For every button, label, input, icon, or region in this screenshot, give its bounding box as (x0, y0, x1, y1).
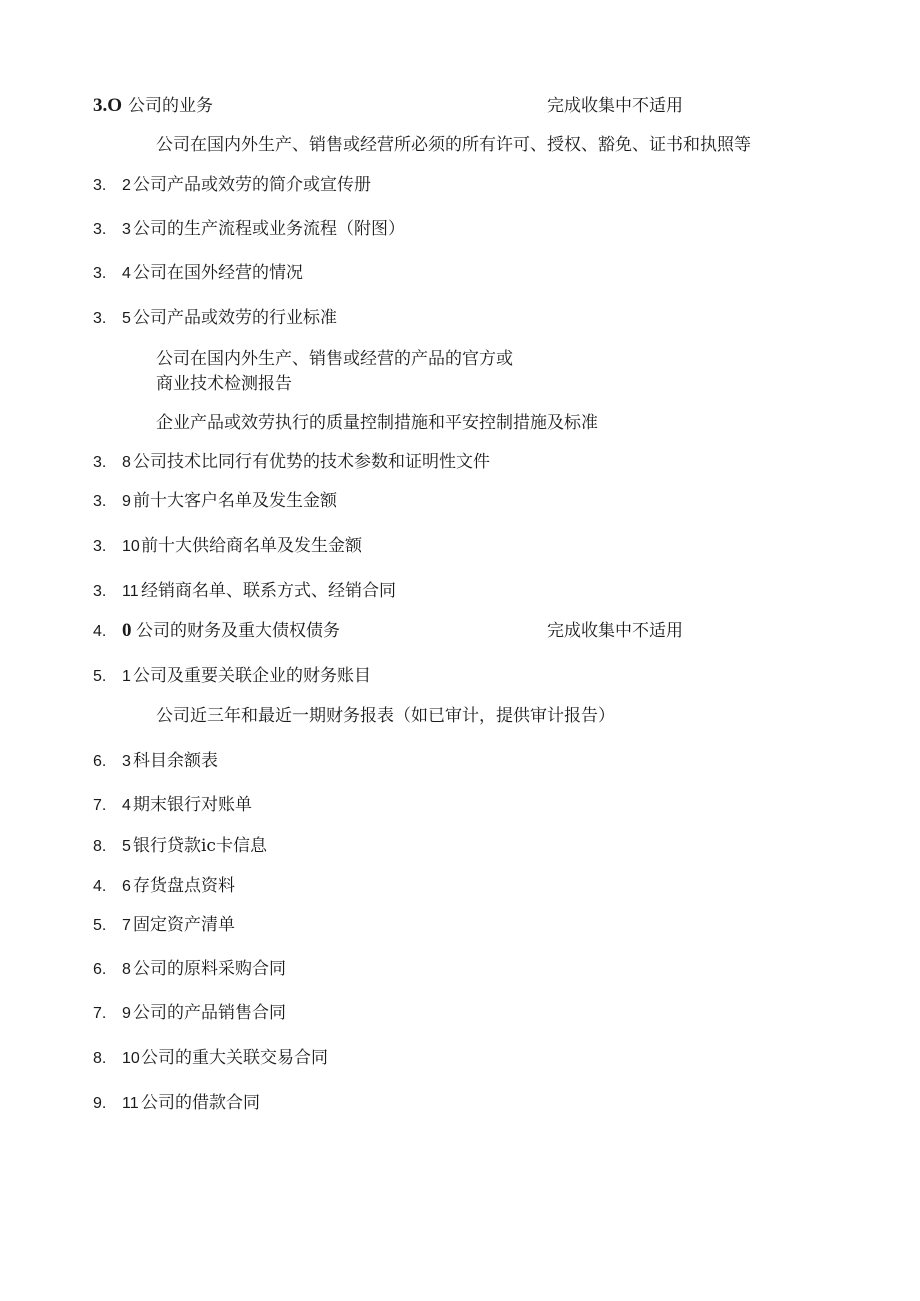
item-text: 前十大客户名单及发生金额 (133, 491, 337, 511)
item-subnumber: 8 (122, 961, 131, 978)
item-subnumber: 11 (122, 583, 139, 600)
status-options: 完成收集中不适用 (547, 621, 683, 641)
item-number: 7. (93, 797, 107, 814)
item-text: 公司在国外经营的情况 (133, 263, 303, 283)
paragraph-text: 商业技术检测报告 (156, 374, 292, 394)
item-text: 公司产品或效劳的行业标准 (133, 308, 337, 328)
item-subnumber: 9 (122, 1005, 131, 1022)
item-text: 公司产品或效劳的简介或宣传册 (133, 175, 371, 195)
item-number: 5. (93, 917, 107, 934)
paragraph-text: 公司近三年和最近一期财务报表（如已审计，提供审计报告） (156, 706, 615, 726)
item-subnumber: 10 (122, 1050, 140, 1067)
paragraph-text: 公司在国内外生产、销售或经营的产品的官方或 (156, 349, 513, 369)
item-subnumber: 5 (122, 838, 131, 855)
item-subnumber: 2 (122, 177, 131, 194)
item-subnumber: 5 (122, 310, 131, 327)
item-number: 8. (93, 838, 107, 855)
item-text: 存货盘点资料 (133, 876, 235, 896)
item-subnumber: 11 (122, 1095, 139, 1112)
item-number: 6. (93, 753, 107, 770)
item-text: 公司及重要关联企业的财务账目 (133, 666, 371, 686)
item-text: 公司技术比同行有优势的技术参数和证明性文件 (133, 452, 490, 472)
item-number: 3. (93, 538, 107, 555)
item-number: 3. (93, 221, 107, 238)
item-subnumber: 9 (122, 493, 131, 510)
intro-text: 公司在国内外生产、销售或经营所必须的所有许可、授权、豁免、证书和执照等 (156, 135, 751, 155)
item-number: 3. (93, 310, 107, 327)
item-number: 8. (93, 1050, 107, 1067)
item-subnumber: 8 (122, 454, 131, 471)
item-number: 4. (93, 878, 107, 895)
section-title: 公司的财务及重大债权债务 (136, 621, 340, 641)
item-text: 公司的生产流程或业务流程（附图） (133, 219, 405, 239)
paragraph-text: 企业产品或效劳执行的质量控制措施和平安控制措施及标准 (156, 413, 598, 433)
item-text: 固定资产清单 (133, 915, 235, 935)
item-number: 3. (93, 583, 107, 600)
status-options: 完成收集中不适用 (547, 96, 683, 116)
item-text: 公司的重大关联交易合同 (141, 1048, 328, 1068)
item-text: 公司的原料采购合同 (133, 959, 286, 979)
item-number: 3. (93, 177, 107, 194)
section-number: 3.O (93, 95, 123, 116)
item-number: 7. (93, 1005, 107, 1022)
item-subnumber: 3 (122, 221, 131, 238)
item-number: 6. (93, 961, 107, 978)
item-subnumber: 1 (122, 668, 131, 685)
item-subnumber: 7 (122, 917, 131, 934)
item-subnumber: 4 (122, 265, 131, 282)
section-number: 4. (93, 623, 107, 640)
section-subnumber: 0 (122, 620, 132, 641)
section-title: 公司的业务 (128, 96, 213, 116)
item-number: 3. (93, 493, 107, 510)
item-subnumber: 4 (122, 797, 131, 814)
item-text: 公司的产品销售合同 (133, 1003, 286, 1023)
item-number: 9. (93, 1095, 107, 1112)
item-text: 经销商名单、联系方式、经销合同 (141, 581, 396, 601)
item-subnumber: 3 (122, 753, 131, 770)
item-text: 科目余额表 (133, 751, 218, 771)
item-number: 3. (93, 265, 107, 282)
item-text: 期末银行对账单 (133, 795, 252, 815)
item-text: 银行贷款ic卡信息 (133, 836, 267, 856)
item-subnumber: 10 (122, 538, 140, 555)
item-number: 5. (93, 668, 107, 685)
item-text: 前十大供给商名单及发生金额 (141, 536, 362, 556)
item-subnumber: 6 (122, 878, 131, 895)
item-number: 3. (93, 454, 107, 471)
item-text: 公司的借款合同 (141, 1093, 260, 1113)
